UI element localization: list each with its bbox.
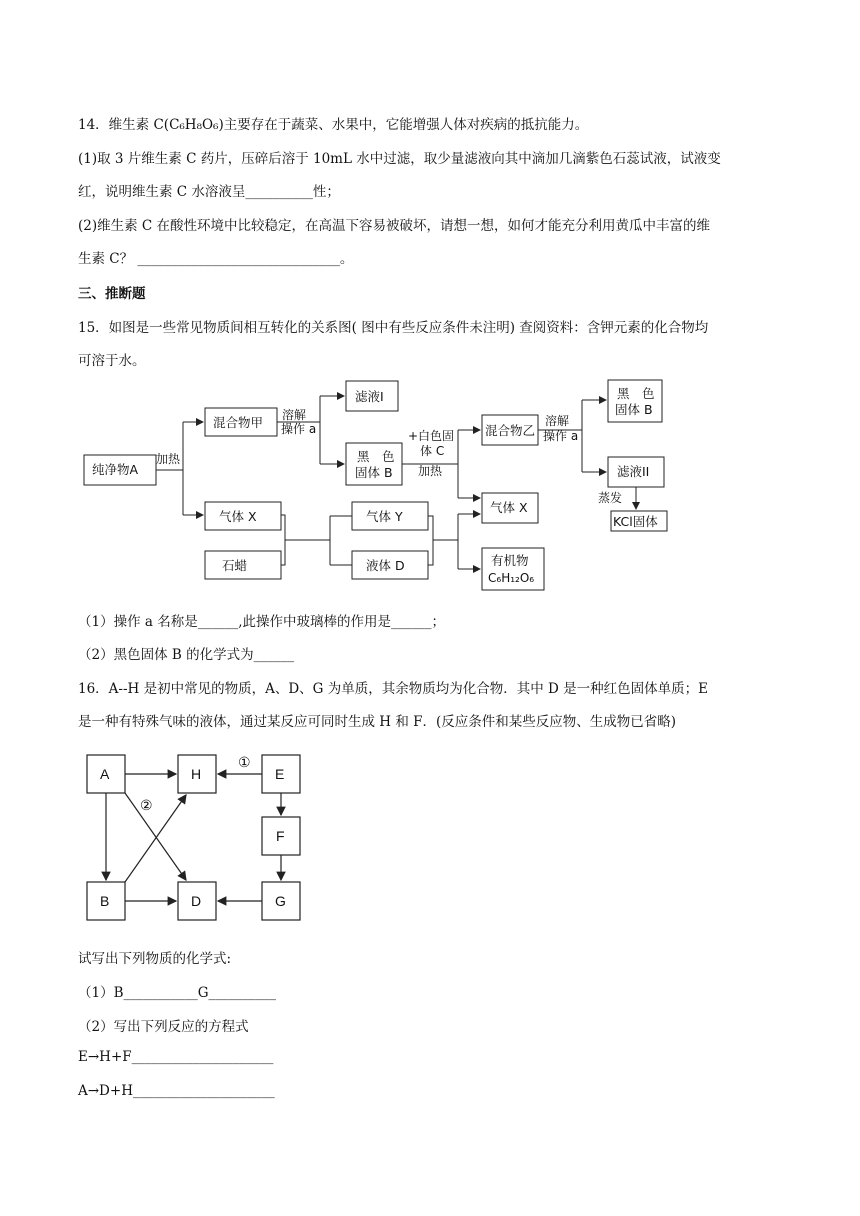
section-title: 三、推断题 (78, 286, 146, 302)
node-b: B (100, 893, 110, 909)
q16-equation-2: A→D+H_____________________ (78, 1083, 275, 1099)
node-black-solid-b-line2: 固体 B (355, 465, 393, 480)
node-black-solid-b-line1: 黑 色 (357, 449, 395, 464)
label-dissolve-2: 溶解 (545, 414, 570, 428)
node-gas-x-2: 气体 X (490, 500, 528, 515)
q14-part2-line1: (2)维生素 C 在酸性环境中比较稳定，在高温下容易被破坏，请想一想，如何才能充分利用黄瓜中丰富的维 (78, 218, 711, 234)
q16-sub1: （1）B___________G__________ (78, 985, 277, 1001)
node-gas-x: 气体 X (219, 509, 257, 524)
q15-stem-line2: 可溶于水。 (78, 353, 146, 369)
q15-sub1: （1）操作 a 名称是______,此操作中玻璃棒的作用是______； (78, 614, 446, 630)
node-paraffin: 石蜡 (222, 558, 248, 573)
node-filtrate-2: 滤液II (617, 464, 650, 479)
q16-stem-line2: 是一种有特殊气味的液体，通过某反应可同时生成 H 和 F．(反应条件和某些反应物、生成物已省略) (78, 714, 677, 730)
node-a: A (100, 766, 110, 782)
node-gas-y: 气体 Y (366, 509, 403, 524)
node-kcl-solid: KCl固体 (613, 514, 658, 529)
label-white-solid-c-line2: 体 C (420, 444, 445, 458)
node-g: G (275, 893, 286, 909)
node-black-solid-b2-line2: 固体 B (615, 402, 653, 417)
node-d: D (191, 893, 202, 909)
node-mixture-jia: 混合物甲 (213, 415, 264, 430)
q16-equation-1: E→H+F_____________________ (78, 1049, 274, 1065)
q15-flow-diagram (0, 372, 860, 602)
label-evaporate: 蒸发 (598, 491, 623, 505)
q14-stem: 14．维生素 C(C₆H₈O₆)主要存在于蔬菜、水果中，它能增强人体对疾病的抵抗能力。 (78, 117, 589, 133)
node-organic-line1: 有机物 (491, 553, 529, 568)
node-organic-line2: C₆H₁₂O₆ (488, 571, 535, 585)
label-dissolve: 溶解 (282, 408, 307, 422)
label-heat: 加热 (156, 452, 181, 466)
node-mixture-yi: 混合物乙 (485, 423, 536, 438)
label-operation-a: 操作 a (281, 422, 317, 436)
node-h: H (191, 766, 202, 782)
q16-stem-line1: 16．A--H 是初中常见的物质，A、D、G 为单质，其余物质均为化合物．其中 D 是一种红色固体单质；E (78, 681, 709, 697)
label-white-solid-c-line1: +白色固 (408, 429, 455, 443)
q14-part1-line2: 红，说明维生素 C 水溶液呈__________性； (78, 184, 340, 200)
node-liquid-d: 液体 D (366, 558, 405, 573)
label-heat-2: 加热 (418, 464, 443, 478)
q15-stem-line1: 15．如图是一些常见物质间相互转化的关系图( 图中有些反应条件未注明) 查阅资料：含钾元素的化合物均 (78, 320, 709, 336)
mark-circle-2: ② (140, 797, 153, 813)
q14-part2-line2: 生素 C？ ______________________________。 (78, 251, 354, 267)
q15-sub2: （2）黑色固体 B 的化学式为______ (78, 647, 295, 663)
q16-relation-diagram (0, 745, 860, 930)
q16-sub2: （2）写出下列反应的方程式 (78, 1019, 249, 1035)
label-operation-a-2: 操作 a (543, 429, 579, 443)
node-pure-a: 纯净物A (92, 462, 139, 477)
q16-prompt: 试写出下列物质的化学式: (78, 951, 232, 967)
mark-circle-1: ① (238, 754, 251, 770)
node-e: E (275, 766, 285, 782)
q14-part1-line1: (1)取 3 片维生素 C 药片，压碎后溶于 10mL 水中过滤，取少量滤液向其中滴加几滴紫色石蕊试液，试液变 (78, 151, 721, 167)
node-filtrate-1: 滤液I (355, 389, 384, 404)
node-black-solid-b2-line1: 黑 色 (617, 386, 655, 401)
node-f: F (276, 828, 285, 844)
